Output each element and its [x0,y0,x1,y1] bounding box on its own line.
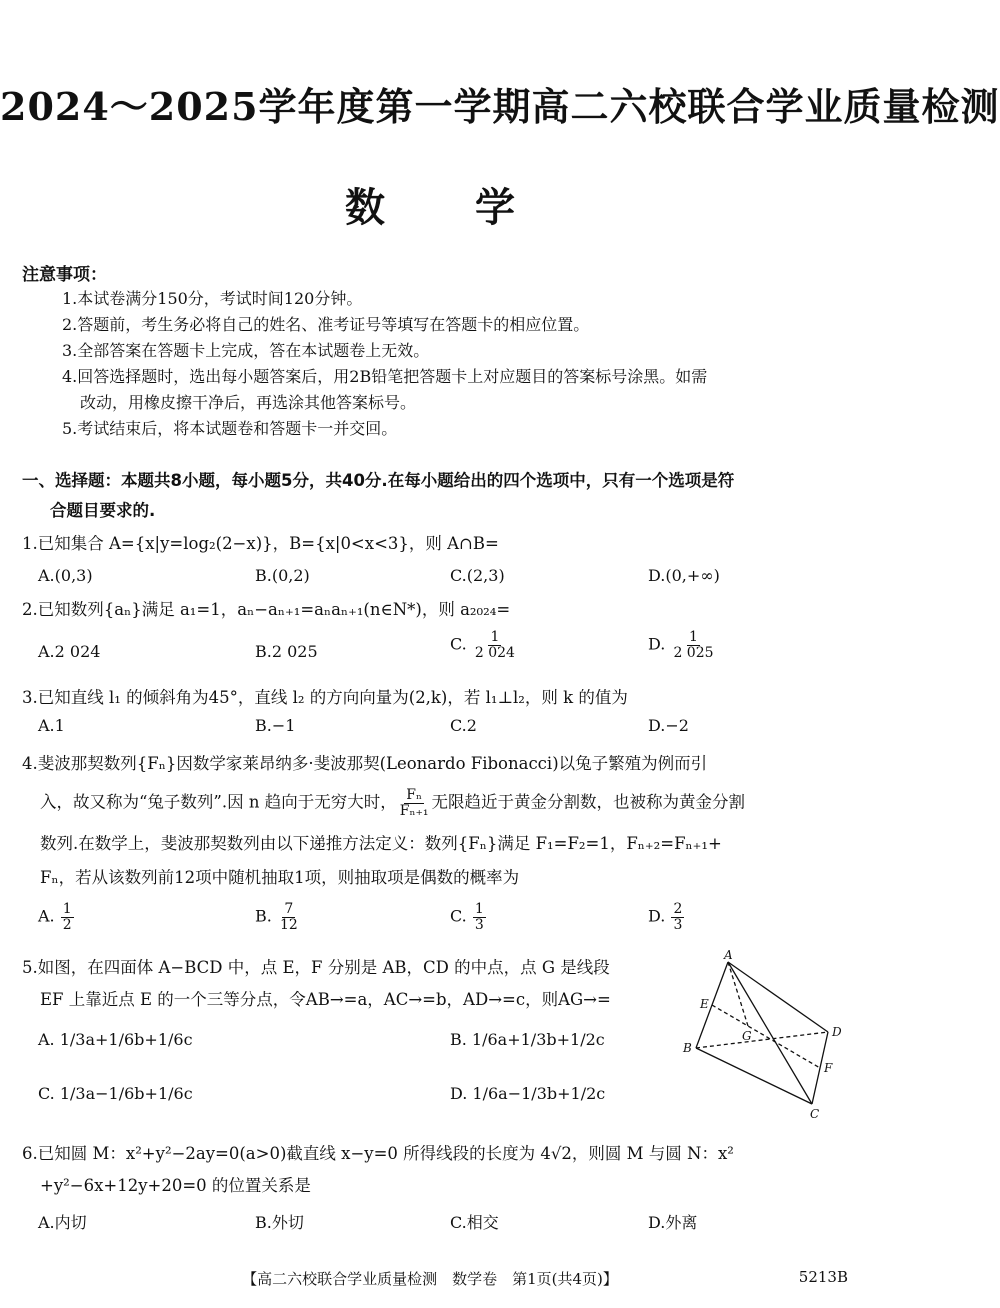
figure-label: B [683,1041,692,1055]
question-6-line2: +y²−6x+12y+20=0 的位置关系是 [40,1176,311,1195]
option-prefix: A. [38,906,55,926]
figure-label: G [742,1029,752,1043]
q1-option-c: C.(2,3) [450,566,505,585]
q2-option-c [450,630,518,660]
q6-option-c: C.相交 [450,1213,499,1232]
fraction-denominator: Fₙ₊₁ [399,802,429,819]
q2-option-a: A.2 024 [38,642,101,661]
fraction-numerator: 1 [490,629,500,645]
q1-option-b: B.(0,2) [255,566,310,585]
fraction [671,902,684,932]
q4-line2-pre: 入，故又称为“兔子数列”.因 n 趋向于无穷大时， [40,792,397,812]
option-prefix: B. [255,906,272,926]
edge-ad [728,962,828,1032]
q3-option-c: C.2 [450,716,477,735]
q3-option-a: A.1 [38,716,65,735]
question-4-line4: Fₙ，若从该数列前12项中随机抽取1项，则抽取项是偶数的概率为 [40,868,520,887]
question-1-stem: 1.已知集合 A={x|y=log₂(2−x)}，B={x|0<x<3}，则 A∩B= [22,534,499,553]
fraction-numerator: 1 [474,901,484,917]
question-3-stem: 3.已知直线 l₁ 的倾斜角为45°，直线 l₂ 的方向向量为(2,k)，若 l₁⊥l₂，则 k 的值为 [22,688,628,707]
note-item: 1.本试卷满分150分，考试时间120分钟。 [62,289,363,308]
question-5-line1: 5.如图，在四面体 A−BCD 中，点 E，F 分别是 AB，CD 的中点，点 G 是线段 [22,958,610,977]
edge-bc [696,1048,812,1104]
q3-option-d: D.−2 [648,716,689,735]
q4-line2-post: 无限趋近于黄金分割数，也被称为黄金分割 [431,792,746,812]
note-item: 4.回答选择题时，选出每小题答案后，用2B铅笔把答题卡上对应题目的答案标号涂黑。如需 [62,367,708,386]
option-prefix: C. [450,634,467,654]
note-item: 3.全部答案在答题卡上完成，答在本试题卷上无效。 [62,341,430,360]
question-5-line2: EF 上靠近点 E 的一个三等分点，令AB→=a，AC→=b，AD→=c，则AG→= [40,990,611,1009]
question-6-line1: 6.已知圆 M：x²+y²−2ay=0(a>0)截直线 x−y=0 所得线段的长度为 4√2，则圆 M 与圆 N：x² [22,1144,734,1163]
q3-option-b: B.−1 [255,716,296,735]
q2-option-d [648,630,717,660]
question-4-line2 [40,788,840,818]
fraction [473,630,517,660]
note-item: 5.考试结束后，将本试题卷和答题卡一并交回。 [62,419,398,438]
exam-title: 2024～2025学年度第一学期高二六校联合学业质量检测 [0,84,1000,129]
fraction-denominator: 12 [279,916,298,933]
fraction-denominator: 2 [62,916,72,933]
q2-option-b: B.2 025 [255,642,318,661]
q4-option-d [648,902,685,932]
figure-label: A [724,948,733,962]
note-item: 改动，用橡皮擦干净后，再选涂其他答案标号。 [80,393,417,412]
q4-option-a [38,902,75,932]
fraction-denominator: 3 [673,916,683,933]
question-4-line1: 4.斐波那契数列{Fₙ}因数学家莱昂纳多·斐波那契(Leonardo Fibonacci)以兔子繁殖为例而引 [22,754,708,773]
question-4-line3: 数列.在数学上，斐波那契数列由以下递推方法定义：数列{Fₙ}满足 F₁=F₂=1，Fₙ₊₂=Fₙ₊₁+ [40,834,722,853]
note-item: 2.答题前，考生务必将自己的姓名、准考证号等填写在答题卡的相应位置。 [62,315,590,334]
section-heading-line1: 一、选择题：本题共8小题，每小题5分，共40分.在每小题给出的四个选项中，只有一个选项是符 [22,471,735,490]
section-heading [22,466,842,526]
subject-title: 数学 [345,185,605,231]
fraction-numerator: Fₙ [406,787,423,803]
q4-option-c [450,902,487,932]
fraction [473,902,486,932]
page-footer: 【高二六校联合学业质量检测 数学卷 第1页(共4页)】 [242,1270,618,1288]
option-prefix: D. [648,906,666,926]
fraction-denominator: 3 [474,916,484,933]
fraction-numerator: 1 [62,901,72,917]
fraction-numerator: 7 [284,901,294,917]
fraction-numerator: 1 [689,629,698,645]
paper-code: 5213B [798,1268,848,1286]
tetrahedron-figure [680,950,850,1120]
section-heading-line2: 合题目要求的. [50,501,156,520]
q4-option-b [255,902,301,932]
option-prefix: C. [450,906,467,926]
fraction [671,630,715,660]
fraction-denominator: 2 024 [474,644,515,661]
q5-option-c: C. 1/3a−1/6b+1/6c [38,1084,193,1103]
q5-option-a: A. 1/3a+1/6b+1/6c [38,1030,193,1049]
fraction [278,902,300,932]
figure-label: F [824,1061,833,1075]
q1-option-a: A.(0,3) [38,566,93,585]
fraction [398,788,431,818]
figure-label: C [810,1107,820,1121]
notes-heading: 注意事项： [22,265,107,285]
edge-ac [728,962,812,1104]
figure-label: E [700,997,709,1011]
q6-option-d: D.外离 [648,1213,698,1232]
figure-label: D [832,1025,842,1039]
q5-option-d: D. 1/6a−1/3b+1/2c [450,1084,606,1103]
q1-option-d: D.(0,+∞) [648,566,720,585]
q5-option-b: B. 1/6a+1/3b+1/2c [450,1030,605,1049]
q6-option-b: B.外切 [255,1213,304,1232]
question-2-stem: 2.已知数列{aₙ}满足 a₁=1，aₙ−aₙ₊₁=aₙaₙ₊₁(n∈N*)，则 a₂₀₂₄= [22,600,511,619]
fraction-denominator: 2 025 [673,644,714,661]
q6-option-a: A.内切 [38,1213,87,1232]
option-prefix: D. [648,634,666,654]
fraction-numerator: 2 [673,901,683,917]
fraction [61,902,74,932]
